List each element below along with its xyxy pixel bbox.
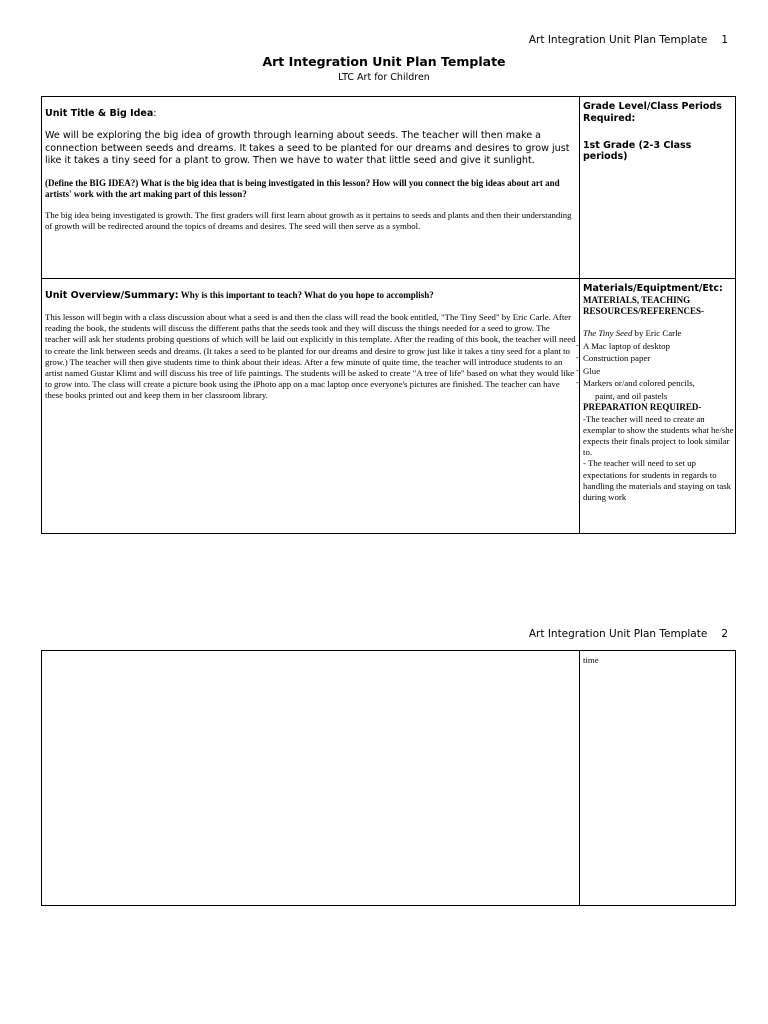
material-item-continued: paint, and oil pastels bbox=[595, 390, 668, 401]
material-item: - Markers or/and colored pencils, bbox=[576, 378, 695, 389]
overview-cell bbox=[45, 283, 577, 533]
material-item: - A Mac laptop of desktop bbox=[576, 340, 670, 351]
materials-label: Materials/Equiptment/Etc: bbox=[583, 283, 723, 294]
overview-question: Why is this important to teach? What do you hope to accomplish? bbox=[178, 290, 434, 300]
materials-cell-continued bbox=[583, 655, 733, 903]
unit-title-cell bbox=[45, 101, 577, 277]
preparation-heading: PREPARATION REQUIRED- bbox=[583, 402, 702, 413]
big-idea-answer: The big idea being investigated is growth. The first graders will first learn about growth as it pertains to seeds and plants and then their understanding of growth will be redirected around the topics of dreams and desires. The seed will then serve as a symbol. bbox=[45, 210, 572, 232]
header-title: Art Integration Unit Plan Template bbox=[528, 34, 708, 46]
document-title: Art Integration Unit Plan Template bbox=[262, 54, 506, 69]
header-title: Art Integration Unit Plan Template bbox=[528, 628, 708, 640]
material-item: - Glue bbox=[576, 365, 601, 376]
preparation-text-2: - The teacher will need to set up expectations for students in regards to handling the materials and staying on task during work bbox=[583, 458, 732, 503]
grade-level-label: Grade Level/Class Periods Required: bbox=[583, 101, 722, 125]
grade-level-value: 1st Grade (2-3 Class periods) bbox=[583, 139, 692, 162]
materials-heading: MATERIALS, TEACHING RESOURCES/REFERENCES- bbox=[583, 295, 705, 317]
column-divider bbox=[579, 97, 580, 533]
material-item bbox=[583, 327, 735, 340]
book-author: by Eric Carle bbox=[632, 328, 682, 339]
unit-plan-table-continued bbox=[41, 650, 736, 906]
row-divider bbox=[42, 278, 735, 279]
page-number: 2 bbox=[721, 628, 728, 640]
overview-cell-continued bbox=[42, 651, 579, 905]
materials-list bbox=[576, 327, 735, 402]
materials-continued-text: time bbox=[583, 655, 599, 665]
overview-label: Unit Overview/Summary: bbox=[45, 290, 179, 301]
unit-title-label: Unit Title & Big Idea bbox=[45, 108, 154, 119]
grade-level-cell bbox=[583, 101, 735, 277]
overview-text: This lesson will begin with a class discussion about what a seed is and then the class will read the book entitled, "The Tiny Seed" by Eric Carle. After reading the book, the students will discuss the different paths that the seeds took and they will discuss the things needed for a seed to grow. The teacher will ask her students probing questions of which will be laid out explicitly in this template. After the reading of this book, the teacher will need to create the link between seeds and dreams. (It takes a seed to be planted for our dreams and desire to grow just like it takes a tiny seed for a plant to grow.) The teacher will then give students time to think about their ideas. After a few minute of quite time, the teacher will introduce students to an artist named Gustar Klimt and will discuss his tree of life paintings. The students will be asked to create "A tree of life" based on what they would like to grow into. The class will create a picture book using the iPhoto app on a mac laptop once everyone's pictures are finished. The teacher can have these books printed out and keep them in her classroom library. bbox=[45, 312, 576, 401]
material-item: - Construction paper bbox=[576, 353, 651, 364]
document-subtitle: LTC Art for Children bbox=[338, 72, 430, 83]
page-header-1 bbox=[529, 34, 728, 46]
preparation-text-1: -The teacher will need to create an exemplar to show the students what he/she expects their finals project to look similar to. bbox=[583, 413, 734, 458]
page-number: 1 bbox=[721, 34, 728, 46]
label-colon: : bbox=[153, 108, 157, 119]
column-divider bbox=[579, 651, 580, 905]
book-title: The Tiny Seed bbox=[583, 328, 633, 339]
big-idea-question: (Define the BIG IDEA?) What is the big idea that is being investigated in this lesson? How will you connect the big ideas about art and artists' work with the art making part of this lesson? bbox=[45, 177, 560, 199]
unit-plan-table bbox=[41, 96, 736, 534]
big-idea-paragraph: We will be exploring the big idea of growth through learning about seeds. The teacher will then make a connection between seeds and dreams. It takes a seed to be planted for our dreams and desires to grow just like it takes a tiny seed for a plant to grow. Then we have to water that little seed and give it sunlight. bbox=[45, 130, 570, 167]
page-header-2 bbox=[529, 628, 728, 640]
materials-cell bbox=[576, 283, 735, 533]
